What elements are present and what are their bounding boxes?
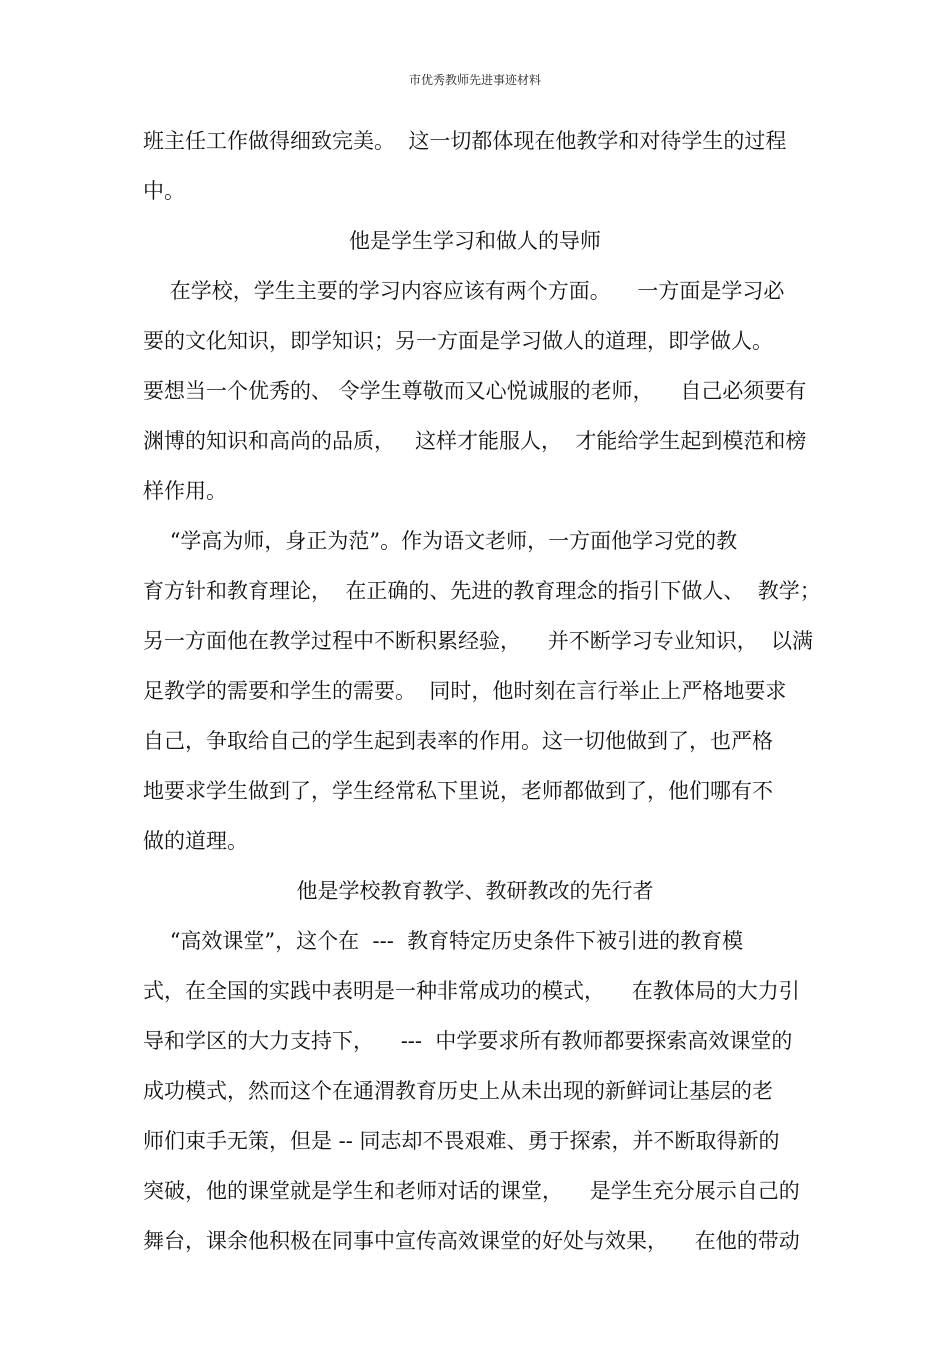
body-line: 班主任工作做得细致完美。 这一切都体现在他教学和对待学生的过程 <box>143 129 787 153</box>
body-line: “高效课堂”，这个在 --- 教育特定历史条件下被引进的教育模 <box>143 929 744 953</box>
body-line: 突破，他的课堂就是学生和老师对话的课堂， 是学生充分展示自己的 <box>143 1179 800 1203</box>
page-header: 市优秀教师先进事迹材料 <box>408 73 541 87</box>
body-line: 自己，争取给自己的学生起到表率的作用。这一切他做到了，也严格 <box>143 729 773 753</box>
body-line: 样作用。 <box>143 479 227 503</box>
body-line: 式，在全国的实践中表明是一种非常成功的模式， 在教体局的大力引 <box>143 979 800 1003</box>
body-line: 要的文化知识，即学知识；另一方面是学习做人的道理，即学做人。 <box>143 329 773 353</box>
body-line: 师们束手无策，但是 -- 同志却不畏艰难、勇于探索，并不断取得新的 <box>143 1129 780 1153</box>
body-line: 渊博的知识和高尚的品质， 这样才能服人， 才能给学生起到模范和榜 <box>143 429 807 453</box>
body-line: 育方针和教育理论， 在正确的、先进的教育理念的指引下做人、 教学； <box>143 579 821 603</box>
section-heading: 他是学校教育教学、教研教改的先行者 <box>296 879 654 903</box>
body-line: 做的道理。 <box>143 829 248 853</box>
body-line: 要想当一个优秀的、 令学生尊敬而又心悦诚服的老师， 自己必须要有 <box>143 379 807 403</box>
body-line: 另一方面他在教学过程中不断积累经验， 并不断学习专业知识， 以满 <box>143 629 814 653</box>
body-line: 地要求学生做到了，学生经常私下里说，老师都做到了，他们哪有不 <box>143 779 773 803</box>
body-line: 导和学区的大力支持下， --- 中学要求所有教师都要探索高效课堂的 <box>143 1029 793 1053</box>
body-line: 成功模式，然而这个在通渭教育历史上从未出现的新鲜词让基层的老 <box>143 1079 773 1103</box>
section-heading: 他是学生学习和做人的导师 <box>349 229 601 253</box>
body-line: 在学校，学生主要的学习内容应该有两个方面。 一方面是学习必 <box>143 279 785 303</box>
body-line: “学高为师，身正为范”。作为语文老师，一方面他学习党的教 <box>143 529 738 553</box>
body-line: 舞台，课余他积极在同事中宣传高效课堂的好处与效果， 在他的带动 <box>143 1229 800 1253</box>
body-line: 足教学的需要和学生的需要。 同时，他时刻在言行举止上严格地要求 <box>143 679 787 703</box>
body-line: 中。 <box>143 179 185 203</box>
